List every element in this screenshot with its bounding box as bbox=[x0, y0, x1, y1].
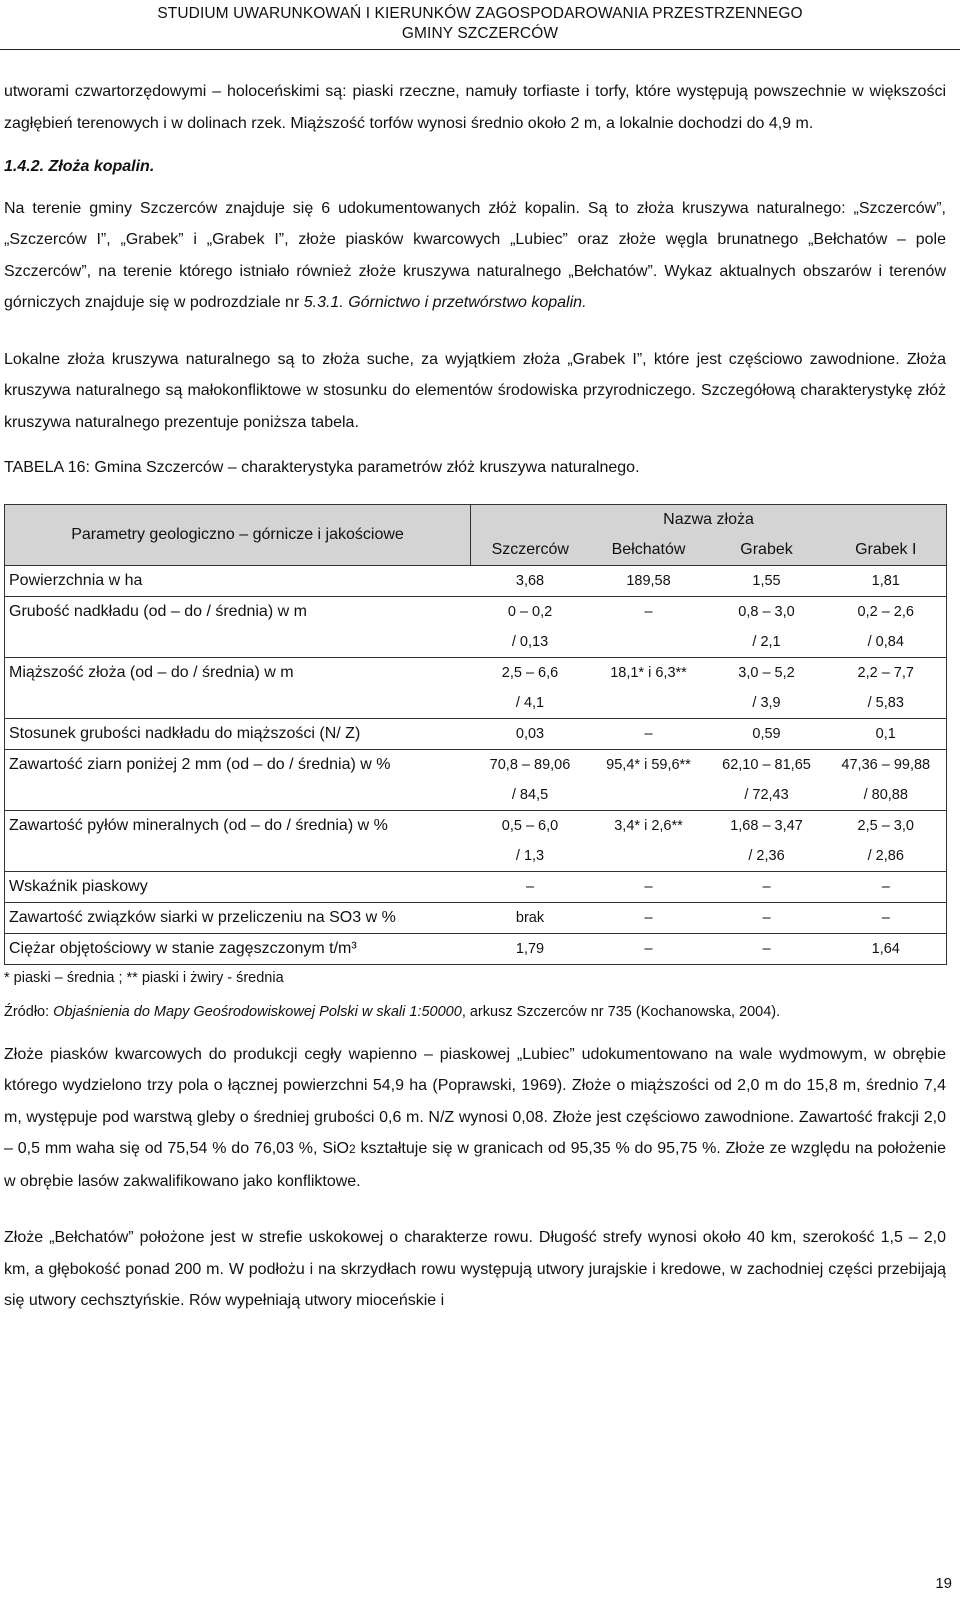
value-line: – bbox=[525, 878, 535, 895]
parameter-value bbox=[590, 902, 708, 933]
parameter-label: Ciężar objętościowy w stanie zagęszczonym t/m³ bbox=[5, 933, 471, 964]
page-number: 19 bbox=[935, 1575, 952, 1592]
parameter-value bbox=[471, 810, 590, 871]
parameter-value bbox=[826, 933, 947, 964]
value-line: 1,64 bbox=[871, 940, 900, 957]
value-line: 3,68 bbox=[515, 572, 545, 589]
value-line: – bbox=[881, 909, 890, 926]
parameter-value bbox=[590, 810, 708, 871]
value-line: / 80,88 bbox=[863, 786, 908, 803]
table-row bbox=[5, 718, 947, 749]
parameter-value bbox=[826, 810, 947, 871]
value-line: 2,5 – 3,0 bbox=[857, 817, 914, 834]
value-line: 1,79 bbox=[515, 940, 545, 957]
parameter-value bbox=[471, 749, 590, 810]
value-line: 1,55 bbox=[752, 572, 781, 589]
parameter-value bbox=[708, 565, 826, 596]
value-line: – bbox=[644, 603, 653, 620]
parameter-value bbox=[826, 749, 947, 810]
table-caption: TABELA 16: Gmina Szczerców – charakterystyka parametrów złóż kruszywa naturalnego. bbox=[4, 459, 640, 476]
table-footnote: * piaski – średnia ; ** piaski i żwiry - średnia bbox=[4, 969, 284, 986]
value-line: / 2,1 bbox=[752, 633, 781, 650]
table-row bbox=[5, 810, 947, 871]
value-line: – bbox=[644, 909, 653, 926]
value-line: / 5,83 bbox=[867, 694, 904, 711]
sio-label: SiO bbox=[322, 1140, 349, 1157]
parameter-value bbox=[708, 718, 826, 749]
parameter-value bbox=[708, 749, 826, 810]
value-line: 3,0 – 5,2 bbox=[738, 664, 795, 681]
source-suffix: , arkusz Szczerców nr 735 (Kochanowska, 2004). bbox=[461, 1003, 781, 1020]
paragraph-lubiec-end: kształtuje się w granicach od 95,35 % do 95,75 %. Złoże ze względu na położenie w obrębie lasów zakwalifikowano jako konfliktowe. bbox=[4, 1140, 946, 1190]
parameter-value bbox=[590, 749, 708, 810]
source-prefix: Źródło: bbox=[4, 1003, 54, 1020]
paragraph-lubiec-text: Złoże piasków kwarcowych do produkcji cegły wapienno – piaskowej „Lubiec” udokumentowano na wale wydmowym, w obrębie którego wydzielono trzy pola o łącznej powierzchni 54,9 ha (Poprawski, 1969). Złoże o miąższości od 2,0 m do 15,8 m, średnio 7,4 m, występuje pod warstwą gleby o średniej grubości 0,6 m. N/Z wynosi 0,08. Złoże jest częściowo zawodnione. Zawartość frakcji 2,0 – 0,5 mm waha się od 75,54 % do 76,03 %, bbox=[4, 1045, 946, 1157]
parameter-value bbox=[590, 596, 708, 657]
table-row bbox=[5, 871, 947, 902]
running-header bbox=[0, 4, 960, 44]
value-line: 1,81 bbox=[871, 572, 900, 589]
table-row bbox=[5, 749, 947, 810]
parameter-label: Zawartość ziarn poniżej 2 mm (od – do / średnia) w % bbox=[5, 749, 471, 810]
parameter-value bbox=[826, 902, 947, 933]
value-line: – bbox=[881, 878, 890, 895]
value-line: – bbox=[644, 878, 653, 895]
parameter-value bbox=[471, 596, 590, 657]
parameter-value bbox=[826, 565, 947, 596]
column-header: Szczerców bbox=[471, 535, 590, 566]
value-line: / 3,9 bbox=[752, 694, 781, 711]
value-line: brak bbox=[515, 909, 545, 926]
deposit-parameters-table bbox=[4, 504, 947, 965]
value-line: / 4,1 bbox=[515, 694, 545, 711]
column-header: Grabek I bbox=[826, 535, 947, 566]
table-source bbox=[4, 1001, 946, 1023]
page-body bbox=[4, 76, 946, 1317]
parameter-value bbox=[826, 718, 947, 749]
value-line: 2,5 – 6,6 bbox=[501, 664, 559, 681]
value-line: / 0,13 bbox=[511, 633, 549, 650]
value-line: 0,59 bbox=[752, 725, 781, 742]
value-line: 62,10 – 81,65 bbox=[722, 756, 811, 773]
header-rule bbox=[0, 49, 960, 50]
header-parameters: Parametry geologiczno – górnicze i jakościowe bbox=[5, 504, 471, 565]
parameter-label: Miąższość złoża (od – do / średnia) w m bbox=[5, 657, 471, 718]
value-line: 0,1 bbox=[875, 725, 896, 742]
parameter-value bbox=[590, 871, 708, 902]
paragraph-peat: utworami czwartorzędowymi – holoceńskimi są: piaski rzeczne, namuły torfiaste i torfy, które występują powszechnie w większości zagłębień terenowych i w dolinach rzek. Miąższość torfów wynosi średnio około 2 m, a lokalnie dochodzi do 4,9 m. bbox=[4, 83, 946, 132]
parameter-value bbox=[590, 718, 708, 749]
value-line: 70,8 – 89,06 bbox=[489, 756, 571, 773]
parameter-label: Stosunek grubości nadkładu do miąższości (N/ Z) bbox=[5, 718, 471, 749]
value-line: – bbox=[644, 940, 653, 957]
value-line: 189,58 bbox=[626, 572, 671, 589]
parameter-value bbox=[708, 657, 826, 718]
parameter-value bbox=[471, 933, 590, 964]
parameter-value bbox=[471, 565, 590, 596]
value-line: – bbox=[762, 909, 771, 926]
value-line: / 0,84 bbox=[867, 633, 904, 650]
parameter-value bbox=[826, 657, 947, 718]
parameter-label: Powierzchnia w ha bbox=[5, 565, 471, 596]
value-line: / 72,43 bbox=[744, 786, 789, 803]
value-line: 3,4* i 2,6** bbox=[614, 817, 683, 834]
parameter-value bbox=[590, 933, 708, 964]
paragraph-lubiec bbox=[4, 1039, 946, 1198]
value-line: – bbox=[762, 940, 771, 957]
value-line: – bbox=[762, 878, 771, 895]
value-line: 0,5 – 6,0 bbox=[501, 817, 559, 834]
value-line: 18,1* i 6,3** bbox=[610, 664, 687, 681]
header-line-2: GMINY SZCZERCÓW bbox=[401, 25, 559, 42]
value-line: 0,2 – 2,6 bbox=[857, 603, 914, 620]
value-line: 47,36 – 99,88 bbox=[841, 756, 931, 773]
parameter-value bbox=[826, 871, 947, 902]
value-line: / 2,86 bbox=[867, 847, 904, 864]
section-reference: 5.3.1. Górnictwo i przetwórstwo kopalin. bbox=[303, 294, 587, 311]
parameter-value bbox=[708, 933, 826, 964]
parameter-value bbox=[826, 596, 947, 657]
table-body bbox=[5, 565, 947, 964]
parameter-value bbox=[708, 596, 826, 657]
value-line: / 2,36 bbox=[748, 847, 785, 864]
sio-subscript: 2 bbox=[349, 1142, 356, 1156]
header-line-1: STUDIUM UWARUNKOWAŃ I KIERUNKÓW ZAGOSPODAROWANIA PRZESTRZENNEGO bbox=[157, 5, 803, 22]
value-line: / 1,3 bbox=[515, 847, 545, 864]
parameter-value bbox=[708, 902, 826, 933]
table-row bbox=[5, 902, 947, 933]
table-row bbox=[5, 596, 947, 657]
value-line: 1,68 – 3,47 bbox=[730, 817, 803, 834]
value-line: – bbox=[644, 725, 653, 742]
paragraph-aggregate: Lokalne złoża kruszywa naturalnego są to złoża suche, za wyjątkiem złoża „Grabek I”, które jest częściowo zawodnione. Złoża kruszywa naturalnego są małokonfliktowe w stosunku do elementów środowiska przyrodniczego. Szczegółową charakterystykę złóż kruszywa naturalnego prezentuje poniższa tabela. bbox=[4, 350, 946, 431]
parameter-value bbox=[590, 657, 708, 718]
value-line: 2,2 – 7,7 bbox=[857, 664, 914, 681]
column-header: Bełchatów bbox=[590, 535, 708, 566]
column-header: Grabek bbox=[708, 535, 826, 566]
parameter-label: Wskaźnik piaskowy bbox=[5, 871, 471, 902]
table-row bbox=[5, 565, 947, 596]
parameter-label: Zawartość związków siarki w przeliczeniu na SO3 w % bbox=[5, 902, 471, 933]
parameter-value bbox=[708, 810, 826, 871]
parameter-value bbox=[471, 902, 590, 933]
parameter-value bbox=[708, 871, 826, 902]
value-line: / 84,5 bbox=[511, 786, 549, 803]
value-line: 0,8 – 3,0 bbox=[738, 603, 795, 620]
paragraph-deposits bbox=[4, 193, 946, 319]
header-deposit-name: Nazwa złoża bbox=[471, 504, 947, 535]
table-row bbox=[5, 657, 947, 718]
parameter-value bbox=[471, 657, 590, 718]
paragraph-belchatow: Złoże „Bełchatów” położone jest w strefie uskokowej o charakterze rowu. Długość strefy wynosi około 40 km, szerokość 1,5 – 2,0 km, a głębokość ponad 200 m. W podłożu i na skrzydłach rowu występują utwory jurajskie i kredowe, w zachodniej części przebijają się utwory cechsztyńskie. Rów wypełniają utwory mioceńskie i bbox=[4, 1229, 946, 1309]
table-row bbox=[5, 933, 947, 964]
section-heading: 1.4.2. Złoża kopalin. bbox=[4, 158, 155, 175]
value-line: 0 – 0,2 bbox=[507, 603, 553, 620]
parameter-label: Grubość nadkładu (od – do / średnia) w m bbox=[5, 596, 471, 657]
parameter-label: Zawartość pyłów mineralnych (od – do / średnia) w % bbox=[5, 810, 471, 871]
source-title: Objaśnienia do Mapy Geośrodowiskowej Polski w skali 1:50000 bbox=[53, 1003, 462, 1020]
value-line: 95,4* i 59,6** bbox=[606, 756, 691, 773]
paragraph-deposits-text: Na terenie gminy Szczerców znajduje się 6 udokumentowanych złóż kopalin. Są to złoża kruszywa naturalnego: „Szczerców”, „Szczerców I”, „Grabek” i „Grabek I”, złoże piasków kwarcowych „Lubiec” oraz złoże węgla brunatnego „Bełchatów – pole Szczerców”, na terenie którego istniało również złoże kruszywa naturalnego „Bełchatów”. Wykaz aktualnych obszarów i terenów górniczych znajduje się w podrozdziale nr bbox=[4, 199, 946, 311]
value-line: 0,03 bbox=[515, 725, 545, 742]
parameter-value bbox=[590, 565, 708, 596]
parameter-value bbox=[471, 871, 590, 902]
parameter-value bbox=[471, 718, 590, 749]
